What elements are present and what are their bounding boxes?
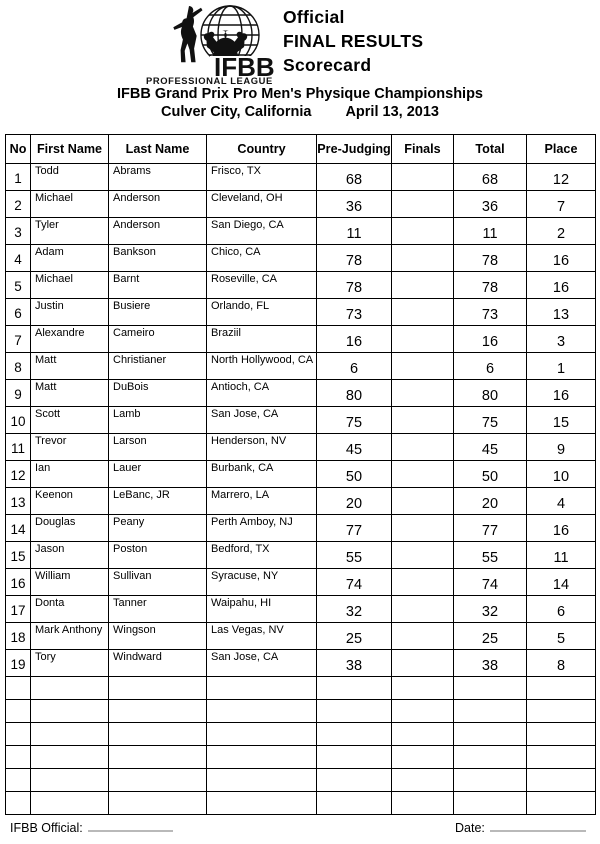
- empty-cell: [109, 723, 207, 746]
- place-cell: 5: [527, 623, 596, 650]
- pre-judging-cell: 38: [317, 650, 392, 677]
- col-header-no: No: [6, 135, 31, 164]
- row-number-cell: 5: [6, 272, 31, 299]
- ifbb-league-logo: [142, 2, 292, 86]
- total-cell: 25: [454, 623, 527, 650]
- empty-cell: [392, 723, 454, 746]
- place-cell: 4: [527, 488, 596, 515]
- empty-cell: [109, 677, 207, 700]
- date-label: Date:: [455, 821, 485, 835]
- total-cell: 78: [454, 272, 527, 299]
- country-cell: Frisco, TX: [207, 164, 317, 191]
- first-name-cell: Matt: [31, 380, 109, 407]
- empty-cell: [31, 769, 109, 792]
- row-number-cell: 2: [6, 191, 31, 218]
- total-cell: 6: [454, 353, 527, 380]
- col-header-country: Country: [207, 135, 317, 164]
- empty-cell: [392, 746, 454, 769]
- empty-cell: [392, 769, 454, 792]
- empty-cell: [6, 677, 31, 700]
- table-row: [6, 299, 596, 326]
- pre-judging-cell: 50: [317, 461, 392, 488]
- place-cell: 2: [527, 218, 596, 245]
- empty-cell: [207, 677, 317, 700]
- row-number-cell: 19: [6, 650, 31, 677]
- pre-judging-cell: 55: [317, 542, 392, 569]
- last-name-cell: Barnt: [109, 272, 207, 299]
- first-name-cell: Donta: [31, 596, 109, 623]
- first-name-cell: Tyler: [31, 218, 109, 245]
- official-label: IFBB Official:: [10, 821, 83, 835]
- row-number-cell: 17: [6, 596, 31, 623]
- total-cell: 11: [454, 218, 527, 245]
- table-header-row: [6, 135, 596, 164]
- empty-cell: [392, 677, 454, 700]
- last-name-cell: Abrams: [109, 164, 207, 191]
- place-cell: 6: [527, 596, 596, 623]
- finals-cell: [392, 488, 454, 515]
- pre-judging-cell: 78: [317, 245, 392, 272]
- finals-cell: [392, 596, 454, 623]
- empty-cell: [31, 792, 109, 815]
- empty-row: [6, 769, 596, 792]
- total-cell: 55: [454, 542, 527, 569]
- row-number-cell: 10: [6, 407, 31, 434]
- empty-cell: [31, 723, 109, 746]
- empty-cell: [109, 769, 207, 792]
- finals-cell: [392, 191, 454, 218]
- table-row: [6, 650, 596, 677]
- table-row: [6, 218, 596, 245]
- finals-cell: [392, 272, 454, 299]
- finals-cell: [392, 326, 454, 353]
- finals-cell: [392, 407, 454, 434]
- first-name-cell: Alexandre: [31, 326, 109, 353]
- place-cell: 9: [527, 434, 596, 461]
- empty-cell: [31, 677, 109, 700]
- total-cell: 80: [454, 380, 527, 407]
- first-name-cell: Tory: [31, 650, 109, 677]
- stamp-line-scorecard: Scorecard: [283, 55, 372, 75]
- finals-cell: [392, 434, 454, 461]
- finals-cell: [392, 380, 454, 407]
- country-cell: San Diego, CA: [207, 218, 317, 245]
- country-cell: Roseville, CA: [207, 272, 317, 299]
- finals-cell: [392, 461, 454, 488]
- event-subtitle: [0, 104, 600, 121]
- first-name-cell: Douglas: [31, 515, 109, 542]
- empty-cell: [454, 792, 527, 815]
- table-row: [6, 434, 596, 461]
- empty-cell: [454, 769, 527, 792]
- finals-cell: [392, 569, 454, 596]
- last-name-cell: DuBois: [109, 380, 207, 407]
- country-cell: Chico, CA: [207, 245, 317, 272]
- table-row: [6, 353, 596, 380]
- total-cell: 16: [454, 326, 527, 353]
- country-cell: Orlando, FL: [207, 299, 317, 326]
- country-cell: Braziil: [207, 326, 317, 353]
- total-cell: 20: [454, 488, 527, 515]
- place-cell: 12: [527, 164, 596, 191]
- pre-judging-cell: 80: [317, 380, 392, 407]
- finals-cell: [392, 515, 454, 542]
- country-cell: Waipahu, HI: [207, 596, 317, 623]
- pre-judging-cell: 20: [317, 488, 392, 515]
- empty-cell: [6, 723, 31, 746]
- first-name-cell: Ian: [31, 461, 109, 488]
- empty-cell: [207, 723, 317, 746]
- row-number-cell: 16: [6, 569, 31, 596]
- empty-cell: [109, 792, 207, 815]
- event-date: April 13, 2013: [345, 104, 439, 120]
- empty-cell: [454, 746, 527, 769]
- first-name-cell: Matt: [31, 353, 109, 380]
- empty-cell: [454, 723, 527, 746]
- empty-cell: [317, 792, 392, 815]
- row-number-cell: 3: [6, 218, 31, 245]
- last-name-cell: Larson: [109, 434, 207, 461]
- table-row: [6, 245, 596, 272]
- place-cell: 1: [527, 353, 596, 380]
- place-cell: 7: [527, 191, 596, 218]
- empty-cell: [207, 746, 317, 769]
- first-name-cell: Scott: [31, 407, 109, 434]
- country-cell: Henderson, NV: [207, 434, 317, 461]
- table-row: [6, 488, 596, 515]
- official-signature-line: [88, 821, 173, 832]
- place-cell: 8: [527, 650, 596, 677]
- last-name-cell: Wingson: [109, 623, 207, 650]
- pre-judging-cell: 36: [317, 191, 392, 218]
- empty-cell: [109, 700, 207, 723]
- pre-judging-cell: 78: [317, 272, 392, 299]
- finals-cell: [392, 299, 454, 326]
- empty-cell: [6, 769, 31, 792]
- table-row: [6, 596, 596, 623]
- country-cell: North Hollywood, CA: [207, 353, 317, 380]
- empty-cell: [6, 746, 31, 769]
- row-number-cell: 7: [6, 326, 31, 353]
- total-cell: 50: [454, 461, 527, 488]
- row-number-cell: 14: [6, 515, 31, 542]
- results-table-body: [6, 164, 596, 815]
- total-cell: 77: [454, 515, 527, 542]
- col-header-place: Place: [527, 135, 596, 164]
- pre-judging-cell: 32: [317, 596, 392, 623]
- row-number-cell: 8: [6, 353, 31, 380]
- table-row: [6, 461, 596, 488]
- stamp-line-official: Official: [283, 7, 345, 27]
- empty-cell: [207, 769, 317, 792]
- col-header-pre-judging: Pre-Judging: [317, 135, 392, 164]
- finals-cell: [392, 623, 454, 650]
- country-cell: San Jose, CA: [207, 650, 317, 677]
- ifbb-wordmark: IFBB: [214, 52, 275, 82]
- pre-judging-cell: 6: [317, 353, 392, 380]
- country-cell: Syracuse, NY: [207, 569, 317, 596]
- event-location: Culver City, California: [161, 104, 312, 120]
- place-cell: 15: [527, 407, 596, 434]
- empty-cell: [527, 677, 596, 700]
- row-number-cell: 6: [6, 299, 31, 326]
- first-name-cell: Jason: [31, 542, 109, 569]
- event-title: IFBB Grand Prix Pro Men's Physique Championships: [116, 86, 483, 102]
- female-poser-icon: [173, 6, 202, 62]
- official-stamp: [283, 5, 423, 77]
- country-cell: Antioch, CA: [207, 380, 317, 407]
- first-name-cell: Keenon: [31, 488, 109, 515]
- empty-cell: [527, 700, 596, 723]
- empty-cell: [454, 677, 527, 700]
- official-signature-block: [10, 821, 173, 835]
- total-cell: 68: [454, 164, 527, 191]
- empty-cell: [6, 700, 31, 723]
- place-cell: 14: [527, 569, 596, 596]
- row-number-cell: 18: [6, 623, 31, 650]
- table-row: [6, 623, 596, 650]
- finals-cell: [392, 542, 454, 569]
- pre-judging-cell: 11: [317, 218, 392, 245]
- total-cell: 73: [454, 299, 527, 326]
- last-name-cell: Cameiro: [109, 326, 207, 353]
- empty-cell: [207, 792, 317, 815]
- last-name-cell: Tanner: [109, 596, 207, 623]
- total-cell: 38: [454, 650, 527, 677]
- empty-row: [6, 700, 596, 723]
- first-name-cell: Todd: [31, 164, 109, 191]
- empty-cell: [207, 700, 317, 723]
- pre-judging-cell: 25: [317, 623, 392, 650]
- row-number-cell: 9: [6, 380, 31, 407]
- last-name-cell: LeBanc, JR: [109, 488, 207, 515]
- total-cell: 78: [454, 245, 527, 272]
- pre-judging-cell: 68: [317, 164, 392, 191]
- country-cell: Perth Amboy, NJ: [207, 515, 317, 542]
- table-row: [6, 515, 596, 542]
- empty-cell: [317, 723, 392, 746]
- empty-cell: [317, 700, 392, 723]
- first-name-cell: Trevor: [31, 434, 109, 461]
- col-header-first-name: First Name: [31, 135, 109, 164]
- pre-judging-cell: 16: [317, 326, 392, 353]
- total-cell: 32: [454, 596, 527, 623]
- table-row: [6, 191, 596, 218]
- country-cell: Marrero, LA: [207, 488, 317, 515]
- professional-league-label: PROFESSIONAL LEAGUE: [146, 75, 273, 86]
- empty-row: [6, 792, 596, 815]
- country-cell: Las Vegas, NV: [207, 623, 317, 650]
- empty-cell: [317, 677, 392, 700]
- first-name-cell: Michael: [31, 272, 109, 299]
- empty-cell: [392, 700, 454, 723]
- pre-judging-cell: 73: [317, 299, 392, 326]
- empty-row: [6, 746, 596, 769]
- finals-cell: [392, 218, 454, 245]
- empty-cell: [31, 746, 109, 769]
- pre-judging-cell: 45: [317, 434, 392, 461]
- place-cell: 16: [527, 515, 596, 542]
- table-row: [6, 326, 596, 353]
- empty-cell: [527, 746, 596, 769]
- pre-judging-cell: 75: [317, 407, 392, 434]
- last-name-cell: Peany: [109, 515, 207, 542]
- place-cell: 16: [527, 245, 596, 272]
- country-cell: Cleveland, OH: [207, 191, 317, 218]
- empty-cell: [31, 700, 109, 723]
- empty-cell: [454, 700, 527, 723]
- empty-cell: [317, 746, 392, 769]
- finals-cell: [392, 245, 454, 272]
- row-number-cell: 15: [6, 542, 31, 569]
- total-cell: 75: [454, 407, 527, 434]
- finals-cell: [392, 650, 454, 677]
- empty-cell: [527, 769, 596, 792]
- place-cell: 11: [527, 542, 596, 569]
- total-cell: 45: [454, 434, 527, 461]
- table-row: [6, 164, 596, 191]
- first-name-cell: Adam: [31, 245, 109, 272]
- empty-cell: [392, 792, 454, 815]
- place-cell: 10: [527, 461, 596, 488]
- date-signature-block: [455, 821, 586, 835]
- total-cell: 74: [454, 569, 527, 596]
- total-cell: 36: [454, 191, 527, 218]
- last-name-cell: Lauer: [109, 461, 207, 488]
- table-row: [6, 380, 596, 407]
- last-name-cell: Anderson: [109, 218, 207, 245]
- col-header-last-name: Last Name: [109, 135, 207, 164]
- first-name-cell: Mark Anthony: [31, 623, 109, 650]
- last-name-cell: Bankson: [109, 245, 207, 272]
- country-cell: Bedford, TX: [207, 542, 317, 569]
- table-row: [6, 407, 596, 434]
- results-table: [5, 134, 596, 815]
- finals-cell: [392, 164, 454, 191]
- table-row: [6, 569, 596, 596]
- row-number-cell: 11: [6, 434, 31, 461]
- place-cell: 13: [527, 299, 596, 326]
- last-name-cell: Sullivan: [109, 569, 207, 596]
- empty-row: [6, 677, 596, 700]
- row-number-cell: 1: [6, 164, 31, 191]
- place-cell: 16: [527, 272, 596, 299]
- pre-judging-cell: 74: [317, 569, 392, 596]
- col-header-total: Total: [454, 135, 527, 164]
- empty-cell: [6, 792, 31, 815]
- col-header-finals: Finals: [392, 135, 454, 164]
- first-name-cell: William: [31, 569, 109, 596]
- last-name-cell: Christianer: [109, 353, 207, 380]
- last-name-cell: Anderson: [109, 191, 207, 218]
- pre-judging-cell: 77: [317, 515, 392, 542]
- place-cell: 16: [527, 380, 596, 407]
- place-cell: 3: [527, 326, 596, 353]
- country-cell: Burbank, CA: [207, 461, 317, 488]
- country-cell: San Jose, CA: [207, 407, 317, 434]
- first-name-cell: Michael: [31, 191, 109, 218]
- empty-cell: [527, 792, 596, 815]
- empty-row: [6, 723, 596, 746]
- table-row: [6, 542, 596, 569]
- empty-cell: [527, 723, 596, 746]
- last-name-cell: Poston: [109, 542, 207, 569]
- last-name-cell: Lamb: [109, 407, 207, 434]
- row-number-cell: 13: [6, 488, 31, 515]
- date-signature-line: [490, 821, 586, 832]
- row-number-cell: 12: [6, 461, 31, 488]
- empty-cell: [109, 746, 207, 769]
- table-row: [6, 272, 596, 299]
- empty-cell: [317, 769, 392, 792]
- stamp-line-final-results: FINAL RESULTS: [283, 31, 424, 51]
- last-name-cell: Busiere: [109, 299, 207, 326]
- row-number-cell: 4: [6, 245, 31, 272]
- last-name-cell: Windward: [109, 650, 207, 677]
- first-name-cell: Justin: [31, 299, 109, 326]
- finals-cell: [392, 353, 454, 380]
